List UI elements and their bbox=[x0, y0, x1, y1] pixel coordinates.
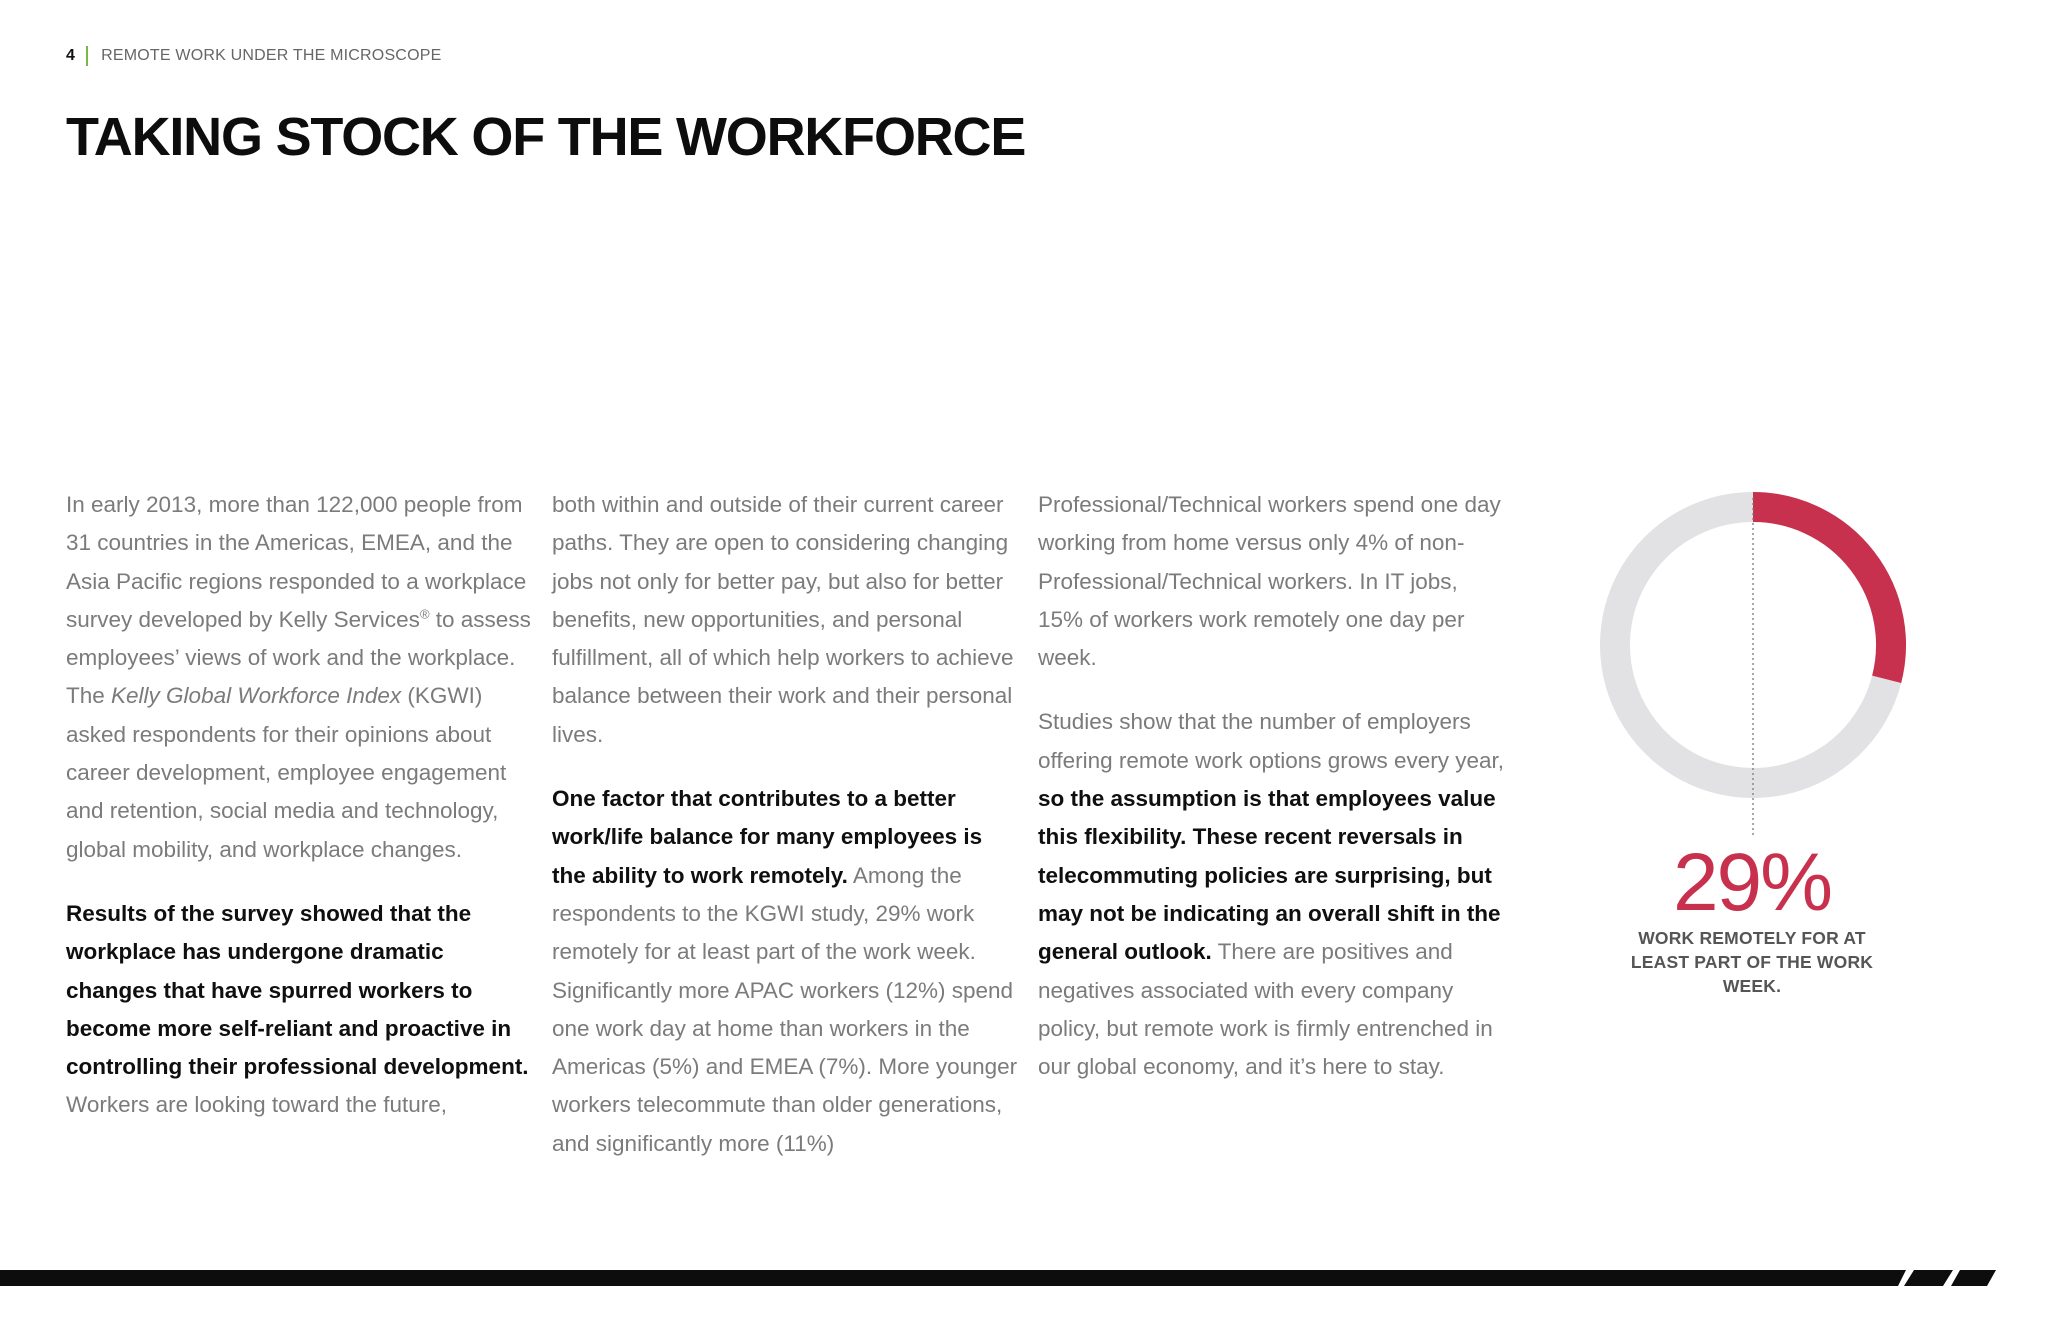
bold-run: One factor that contributes to a better work/life balance for many employees is the ability to work remotely. bbox=[552, 786, 983, 888]
page-title: TAKING STOCK OF THE WORKFORCE bbox=[66, 107, 1026, 167]
text-run: Professional/Technical workers spend one day working from home versus only 4% of non-Professional/Technical workers. In IT jobs, 15% of workers work remotely one day per week. bbox=[1038, 492, 1501, 671]
header-divider bbox=[86, 46, 88, 66]
footer-bar-stripe bbox=[1951, 1270, 1996, 1286]
stat-caption: WORK REMOTELY FOR AT LEAST PART OF THE WORK WEEK. bbox=[1630, 928, 1874, 996]
footer-bar bbox=[0, 1270, 2048, 1290]
footer-bar-main bbox=[0, 1270, 1906, 1286]
text-column-1 bbox=[66, 486, 536, 1125]
donut-chart bbox=[1598, 490, 1908, 840]
body-paragraph bbox=[66, 895, 536, 1125]
stat-value: 29% bbox=[1672, 837, 1832, 928]
body-paragraph bbox=[1038, 486, 1508, 677]
running-header bbox=[66, 46, 441, 66]
italic-run: Kelly Global Workforce Index bbox=[111, 683, 402, 709]
text-run: Studies show that the number of employers offering remote work options grows every year, bbox=[1038, 709, 1505, 773]
bold-run: Results of the survey showed that the workplace has undergone dramatic changes that have spurred workers to become more self-reliant and proactive in controlling their professional development. bbox=[66, 900, 529, 1080]
registered-mark: ® bbox=[419, 606, 430, 622]
text-column-3 bbox=[1038, 486, 1508, 1086]
text-run: In early 2013, more than 122,000 people from 31 countries in the Americas, EMEA, and the Asia Pacific regions responded to a workplace survey developed by Kelly Services bbox=[66, 492, 527, 632]
text-run: There are positives and negatives associated with every company policy, but remote work is firmly entrenched in our global economy, and it’s here to stay. bbox=[1038, 939, 1493, 1080]
body-paragraph bbox=[552, 780, 1022, 1163]
text-run: both within and outside of their current career paths. They are open to considering changing jobs not only for better pay, but also for better benefits, new opportunities, and personal fulfillment, all of which help workers to achieve balance between their work and their personal lives. bbox=[552, 492, 1014, 747]
footer-bar-stripe bbox=[1904, 1270, 1953, 1286]
running-title: REMOTE WORK UNDER THE MICROSCOPE bbox=[101, 47, 442, 64]
body-paragraph bbox=[1038, 703, 1508, 1086]
body-paragraph bbox=[66, 486, 536, 869]
text-run: Workers are looking toward the future, bbox=[66, 1092, 448, 1118]
body-paragraph bbox=[552, 486, 1022, 754]
bold-run: so the assumption is that employees value this flexibility. These recent reversals in telecommuting policies are surprising, but may not be indicating an overall shift in the general outlook. bbox=[1038, 786, 1501, 965]
page-number: 4 bbox=[66, 47, 76, 64]
text-run: Among the respondents to the KGWI study, 29% work remotely for at least part of the work week. Significantly more APAC workers (12%) spend one work day at home than workers in the Americas (5%) and EMEA (7%). More younger workers telecommute than older generations, and significantly more (11%) bbox=[552, 862, 1018, 1156]
donut-slice-remote bbox=[1753, 507, 1891, 679]
text-column-2 bbox=[552, 486, 1022, 1163]
text-run: to assess employees’ views of work and the workplace. The bbox=[66, 606, 531, 709]
text-run: (KGWI) asked respondents for their opinions about career development, employee engagement and retention, social media and technology, global mobility, and workplace changes. bbox=[66, 683, 507, 862]
